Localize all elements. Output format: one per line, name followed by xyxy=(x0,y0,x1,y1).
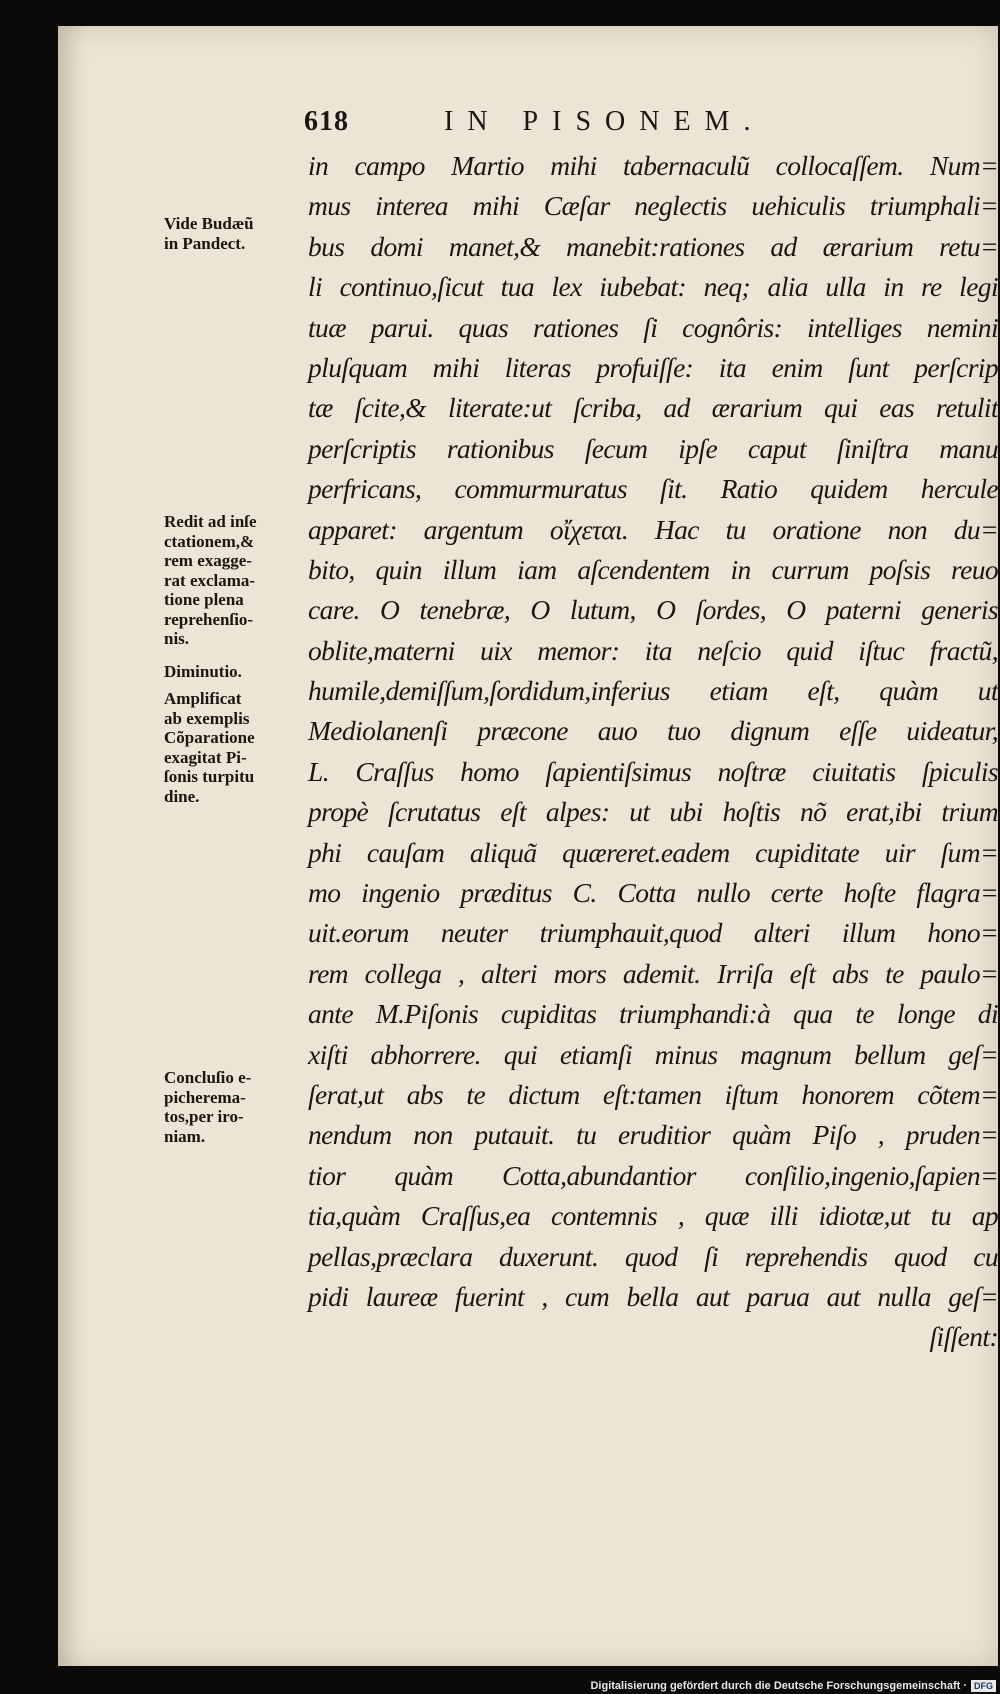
text-line: xiſti abhorrere. qui etiamſi minus magnum bellum geſ= xyxy=(308,1038,998,1070)
text-line: perfricans, commurmuratus ſit. Ratio quidem hercule xyxy=(308,473,998,505)
margin-note-line: Diminutio. xyxy=(164,662,242,681)
margin-note-line: exagitat Pi- xyxy=(164,747,247,767)
margin-note-line: nis. xyxy=(164,629,190,648)
text-line: mo ingenio præditus C. Cotta nullo certe hoſte flagra= xyxy=(308,877,998,909)
page-number: 618 xyxy=(304,106,349,137)
text-line: propè ſcrutatus eſt alpes: ut ubi hoſtis nõ erat,ibi trium xyxy=(308,796,998,828)
text-line: uit.eorum neuter triumphauit,quod alteri illum hono= xyxy=(308,917,998,949)
book-page xyxy=(58,26,998,1666)
margin-note-conclusio xyxy=(164,1068,304,1146)
margin-note-line: ctationem,& xyxy=(164,531,255,551)
margin-note-budaeus xyxy=(164,214,304,253)
text-line: pidi laureæ fuerint , cum bella aut parua aut nulla geſ= xyxy=(308,1280,998,1312)
text-line: ante M.Piſonis cupiditas triumphandi:à qua te longe di xyxy=(308,998,998,1030)
text-line: pluſquam mihi literas profuiſſe: ita enim ſunt perſcrip xyxy=(308,351,998,383)
text-line: nendum non putauit. tu eruditior quàm Piſo , pruden= xyxy=(308,1119,998,1151)
text-line: pellas,præclara duxerunt. quod ſi reprehendis quod cu xyxy=(308,1240,998,1272)
text-line: L. Craſſus homo ſapientiſsimus noſtræ ciuitatis ſpiculis xyxy=(308,755,998,787)
text-line: tia,quàm Craſſus,ea contemnis , quæ illi idiotæ,ut tu ap xyxy=(308,1200,998,1232)
text-line: tuæ parui. quas rationes ſi cognôris: intelliges nemini xyxy=(308,311,998,343)
page-header xyxy=(304,106,984,146)
margin-note-line: Amplificat xyxy=(164,689,242,708)
margin-note-line: rem exagge- xyxy=(164,551,252,570)
text-line: apparet: argentum οἴχεται. Hac tu oratione non du= xyxy=(308,513,998,545)
margin-note-diminutio xyxy=(164,662,304,682)
margin-note-line: picherema- xyxy=(164,1087,246,1107)
text-line: bito, quin illum iam aſcendentem in currum poſsis reuo xyxy=(308,553,998,585)
text-line: tæ ſcite,& literate:ut ſcriba, ad ærarium qui eas retulit xyxy=(308,392,998,424)
dfg-logo: DFG xyxy=(971,1680,996,1692)
margin-note-line: Cõparatione xyxy=(164,728,255,747)
text-line: oblite,materni uix memor: ita neſcio quid iſtuc fractũ, xyxy=(308,634,998,666)
margin-note-line: Concluſio e- xyxy=(164,1068,252,1087)
text-line: ſerat,ut abs te dictum eſt:tamen iſtum honorem cõtem= xyxy=(308,1078,998,1110)
margin-note-line: niam. xyxy=(164,1126,206,1146)
text-line: phi cauſam aliquã quæreret.eadem cupiditate uir ſum= xyxy=(308,836,998,868)
main-text-block xyxy=(308,146,998,1358)
margin-note-line: tos,per iro- xyxy=(164,1107,244,1126)
text-line: ſiſſent: xyxy=(929,1321,998,1353)
running-head: IN PISONEM. xyxy=(444,106,765,137)
margin-note-line: Redit ad inſe xyxy=(164,512,257,531)
text-line: humile,demiſſum,ſordidum,inferius etiam eſt, quàm ut xyxy=(308,675,998,707)
text-line: tior quàm Cotta,abundantior conſilio,ingenio,ſapien= xyxy=(308,1159,998,1191)
margin-note-line: ſonis turpitu xyxy=(164,767,255,786)
text-line: mus interea mihi Cæſar neglectis uehiculis triumphali= xyxy=(308,190,998,222)
margin-note-line: tione plena xyxy=(164,590,244,609)
text-line: rem collega , alteri mors ademit. Irriſa eſt abs te paulo= xyxy=(308,957,998,989)
margin-note-line: rat exclama- xyxy=(164,570,256,590)
text-line: li continuo,ſicut tua lex iubebat: neq; alia ulla in re legi xyxy=(308,271,998,303)
margin-note-line: Vide Budæũ xyxy=(164,214,254,233)
text-line: perſcriptis rationibus ſecum ipſe caput ſiniſtra manu xyxy=(308,432,998,464)
margin-note-line: in Pandect. xyxy=(164,233,246,253)
footer-text: Digitalisierung gefördert durch die Deutsche Forschungsgemeinschaft · xyxy=(590,1680,967,1692)
text-line: care. O tenebræ, O lutum, O ſordes, O paterni generis xyxy=(308,594,998,626)
digitization-credit xyxy=(590,1680,996,1692)
text-line: in campo Martio mihi tabernaculũ collocaſſem. Num= xyxy=(308,150,998,181)
margin-note-line: ab exemplis xyxy=(164,708,250,728)
margin-note-redit xyxy=(164,512,304,649)
text-line: Mediolanenſi præcone auo tuo dignum eſſe uideatur, xyxy=(308,715,998,747)
text-line: bus domi manet,& manebit:rationes ad ærarium retu= xyxy=(308,230,998,262)
margin-note-amplificat xyxy=(164,689,304,806)
margin-note-line: reprehenſio- xyxy=(164,609,254,629)
margin-note-line: dine. xyxy=(164,786,200,806)
